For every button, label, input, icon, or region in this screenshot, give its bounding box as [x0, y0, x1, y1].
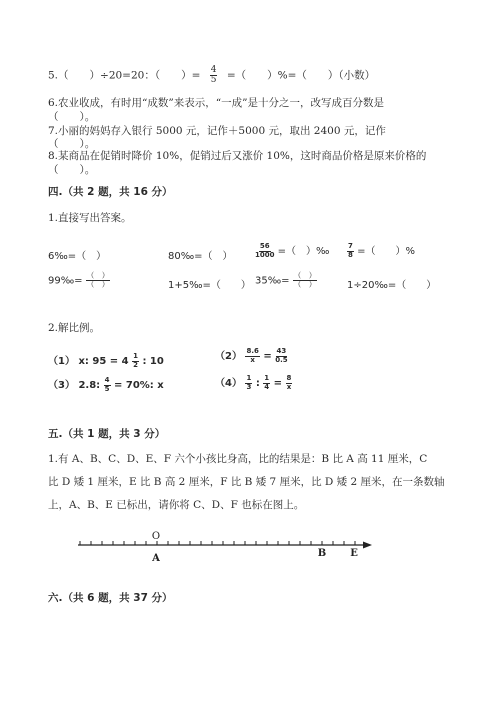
question-8-line1: 8.某商品在促销时降价 10%，促销过后又涨价 10%，这时商品价格是原来价格的 — [48, 150, 427, 162]
ratio-eq-3-fraction — [104, 377, 111, 393]
q5-frac-denominator: 5 — [210, 75, 217, 85]
ratio-eq-2-index: （2） — [215, 351, 242, 362]
ratio-eq-4-num3: 8 — [286, 374, 292, 383]
ratio-eq-4-den2: 4 — [264, 382, 270, 391]
section-4-q2: 2.解比例。 — [48, 322, 101, 334]
calc-r2c1-fraction — [86, 272, 111, 289]
ratio-eq-2-den1: x — [250, 355, 255, 364]
question-7-line1: 7.小丽的妈妈存入银行 5000 元，记作＋5000 元，取出 2400 元，记作 — [48, 125, 386, 137]
calc-r2c1-den: （ ） — [86, 279, 110, 289]
ratio-eq-2-equals: = — [263, 351, 272, 362]
ratio-eq-2-den2: 0.5 — [275, 355, 288, 364]
ratio-eq-1 — [48, 352, 164, 369]
number-line — [0, 530, 500, 570]
calc-r2c3 — [255, 272, 317, 289]
ratio-eq-3-num: 4 — [104, 376, 110, 385]
question-7-line2: （ ）。 — [48, 138, 96, 150]
calc-r2c2: 1+5‰=（ ） — [168, 280, 251, 291]
ratio-eq-4-frac1 — [245, 375, 252, 391]
question-8-line2: （ ）。 — [48, 164, 96, 176]
ratio-eq-3-tail: = 70%: x — [114, 380, 164, 391]
axis-label-a: A — [152, 553, 160, 564]
ratio-eq-2-frac-left — [245, 348, 259, 364]
calc-r1c1: 6‰=（ ） — [48, 251, 107, 262]
ratio-eq-4-equals: = — [273, 378, 283, 389]
section-5-heading: 五.（共 1 题，共 3 分） — [48, 428, 166, 440]
q5-fraction — [210, 66, 218, 85]
section-4-q1: 1.直接写出答案。 — [48, 212, 132, 224]
calc-r1c3 — [255, 242, 329, 259]
ratio-eq-2-num1: 8.6 — [246, 347, 259, 356]
ratio-eq-4-num2: 1 — [264, 374, 270, 383]
section-5-line2: 比 D 矮 1 厘米，E 比 B 高 2 厘米，F 比 B 矮 7 厘米，比 D 矮 2 厘米，在一条数轴 — [48, 476, 445, 488]
calc-r2c3-text: 35‰= — [255, 275, 290, 287]
ratio-eq-4-frac2 — [263, 375, 270, 391]
calc-r1c4-fraction — [347, 243, 354, 259]
ratio-eq-1-tail: : 10 — [142, 356, 164, 367]
ratio-eq-3-index: （3） — [48, 380, 75, 391]
calc-r2c4: 1÷20‰=（ ） — [347, 280, 437, 291]
ratio-eq-4-den1: 3 — [246, 382, 252, 391]
calc-r1c4-text: =（ ）% — [357, 246, 415, 257]
section-5-line3: 上，A、B、E 已标出，请你将 C、D、F 也标在图上。 — [48, 499, 305, 511]
q5-text-a: 5.（ ）÷20=20：（ ）= — [48, 69, 201, 82]
ratio-eq-4-frac3 — [286, 375, 293, 391]
ratio-eq-1-index: （1） — [48, 356, 75, 367]
calc-r2c3-fraction — [293, 272, 318, 289]
ratio-eq-3 — [48, 376, 164, 393]
calc-r1c4-num: 7 — [348, 242, 353, 251]
calc-r1c2: 80‰=（ ） — [168, 251, 233, 262]
ratio-eq-4-den3: x — [286, 382, 292, 391]
q5-text-b: =（ ）%=（ ）（小数） — [226, 69, 376, 82]
calc-r2c1-text: 99‰= — [48, 275, 83, 287]
ratio-eq-2-num2: 43 — [276, 347, 287, 356]
question-6-line1: 6.农业收成，有时用“成数”来表示，“一成”是十分之一，改写成百分数是 — [48, 97, 384, 109]
calc-r1c3-fraction — [255, 243, 274, 259]
ratio-eq-4-colon: : — [255, 378, 260, 389]
calc-r1c3-num: 56 — [259, 242, 270, 251]
ratio-eq-2-frac-right — [275, 348, 287, 364]
ratio-eq-1-fraction — [132, 353, 139, 369]
axis-label-o: O — [151, 531, 161, 542]
ratio-eq-2 — [215, 347, 288, 364]
section-6-heading: 六.（共 6 题，共 37 分） — [48, 592, 173, 604]
section-5-line1: 1.有 A、B、C、D、E、F 六个小孩比身高，比的结果是：B 比 A 高 11 厘米，C — [48, 453, 428, 465]
ratio-eq-3-den: 5 — [104, 384, 110, 393]
ratio-eq-3-text: 2.8: — [78, 380, 101, 391]
section-4-heading: 四.（共 2 题，共 16 分） — [48, 186, 173, 198]
ratio-eq-1-den: 2 — [133, 360, 138, 369]
ratio-eq-4 — [215, 374, 292, 391]
calc-r1c3-den: 1000 — [255, 250, 275, 259]
calc-r2c1 — [48, 272, 110, 289]
number-line-arrow — [363, 542, 372, 549]
calc-r2c1-num: （ ） — [86, 271, 110, 280]
question-5 — [48, 66, 375, 85]
calc-r2c3-den: （ ） — [293, 279, 317, 289]
calc-r1c3-text: =（ ）‰ — [277, 246, 330, 257]
ratio-eq-4-index: （4） — [215, 378, 242, 389]
axis-label-e: E — [350, 548, 358, 559]
calc-r1c4-den: 8 — [348, 250, 353, 259]
ratio-eq-1-text: x: 95 = 4 — [78, 356, 129, 367]
axis-label-b: B — [317, 548, 327, 559]
ratio-eq-1-num: 1 — [133, 352, 138, 361]
question-6-line2: （ ）。 — [48, 111, 96, 123]
q5-frac-numerator: 4 — [210, 65, 217, 75]
calc-r2c3-num: （ ） — [293, 271, 317, 280]
calc-r1c4 — [347, 242, 415, 259]
ratio-eq-4-num1: 1 — [246, 374, 252, 383]
